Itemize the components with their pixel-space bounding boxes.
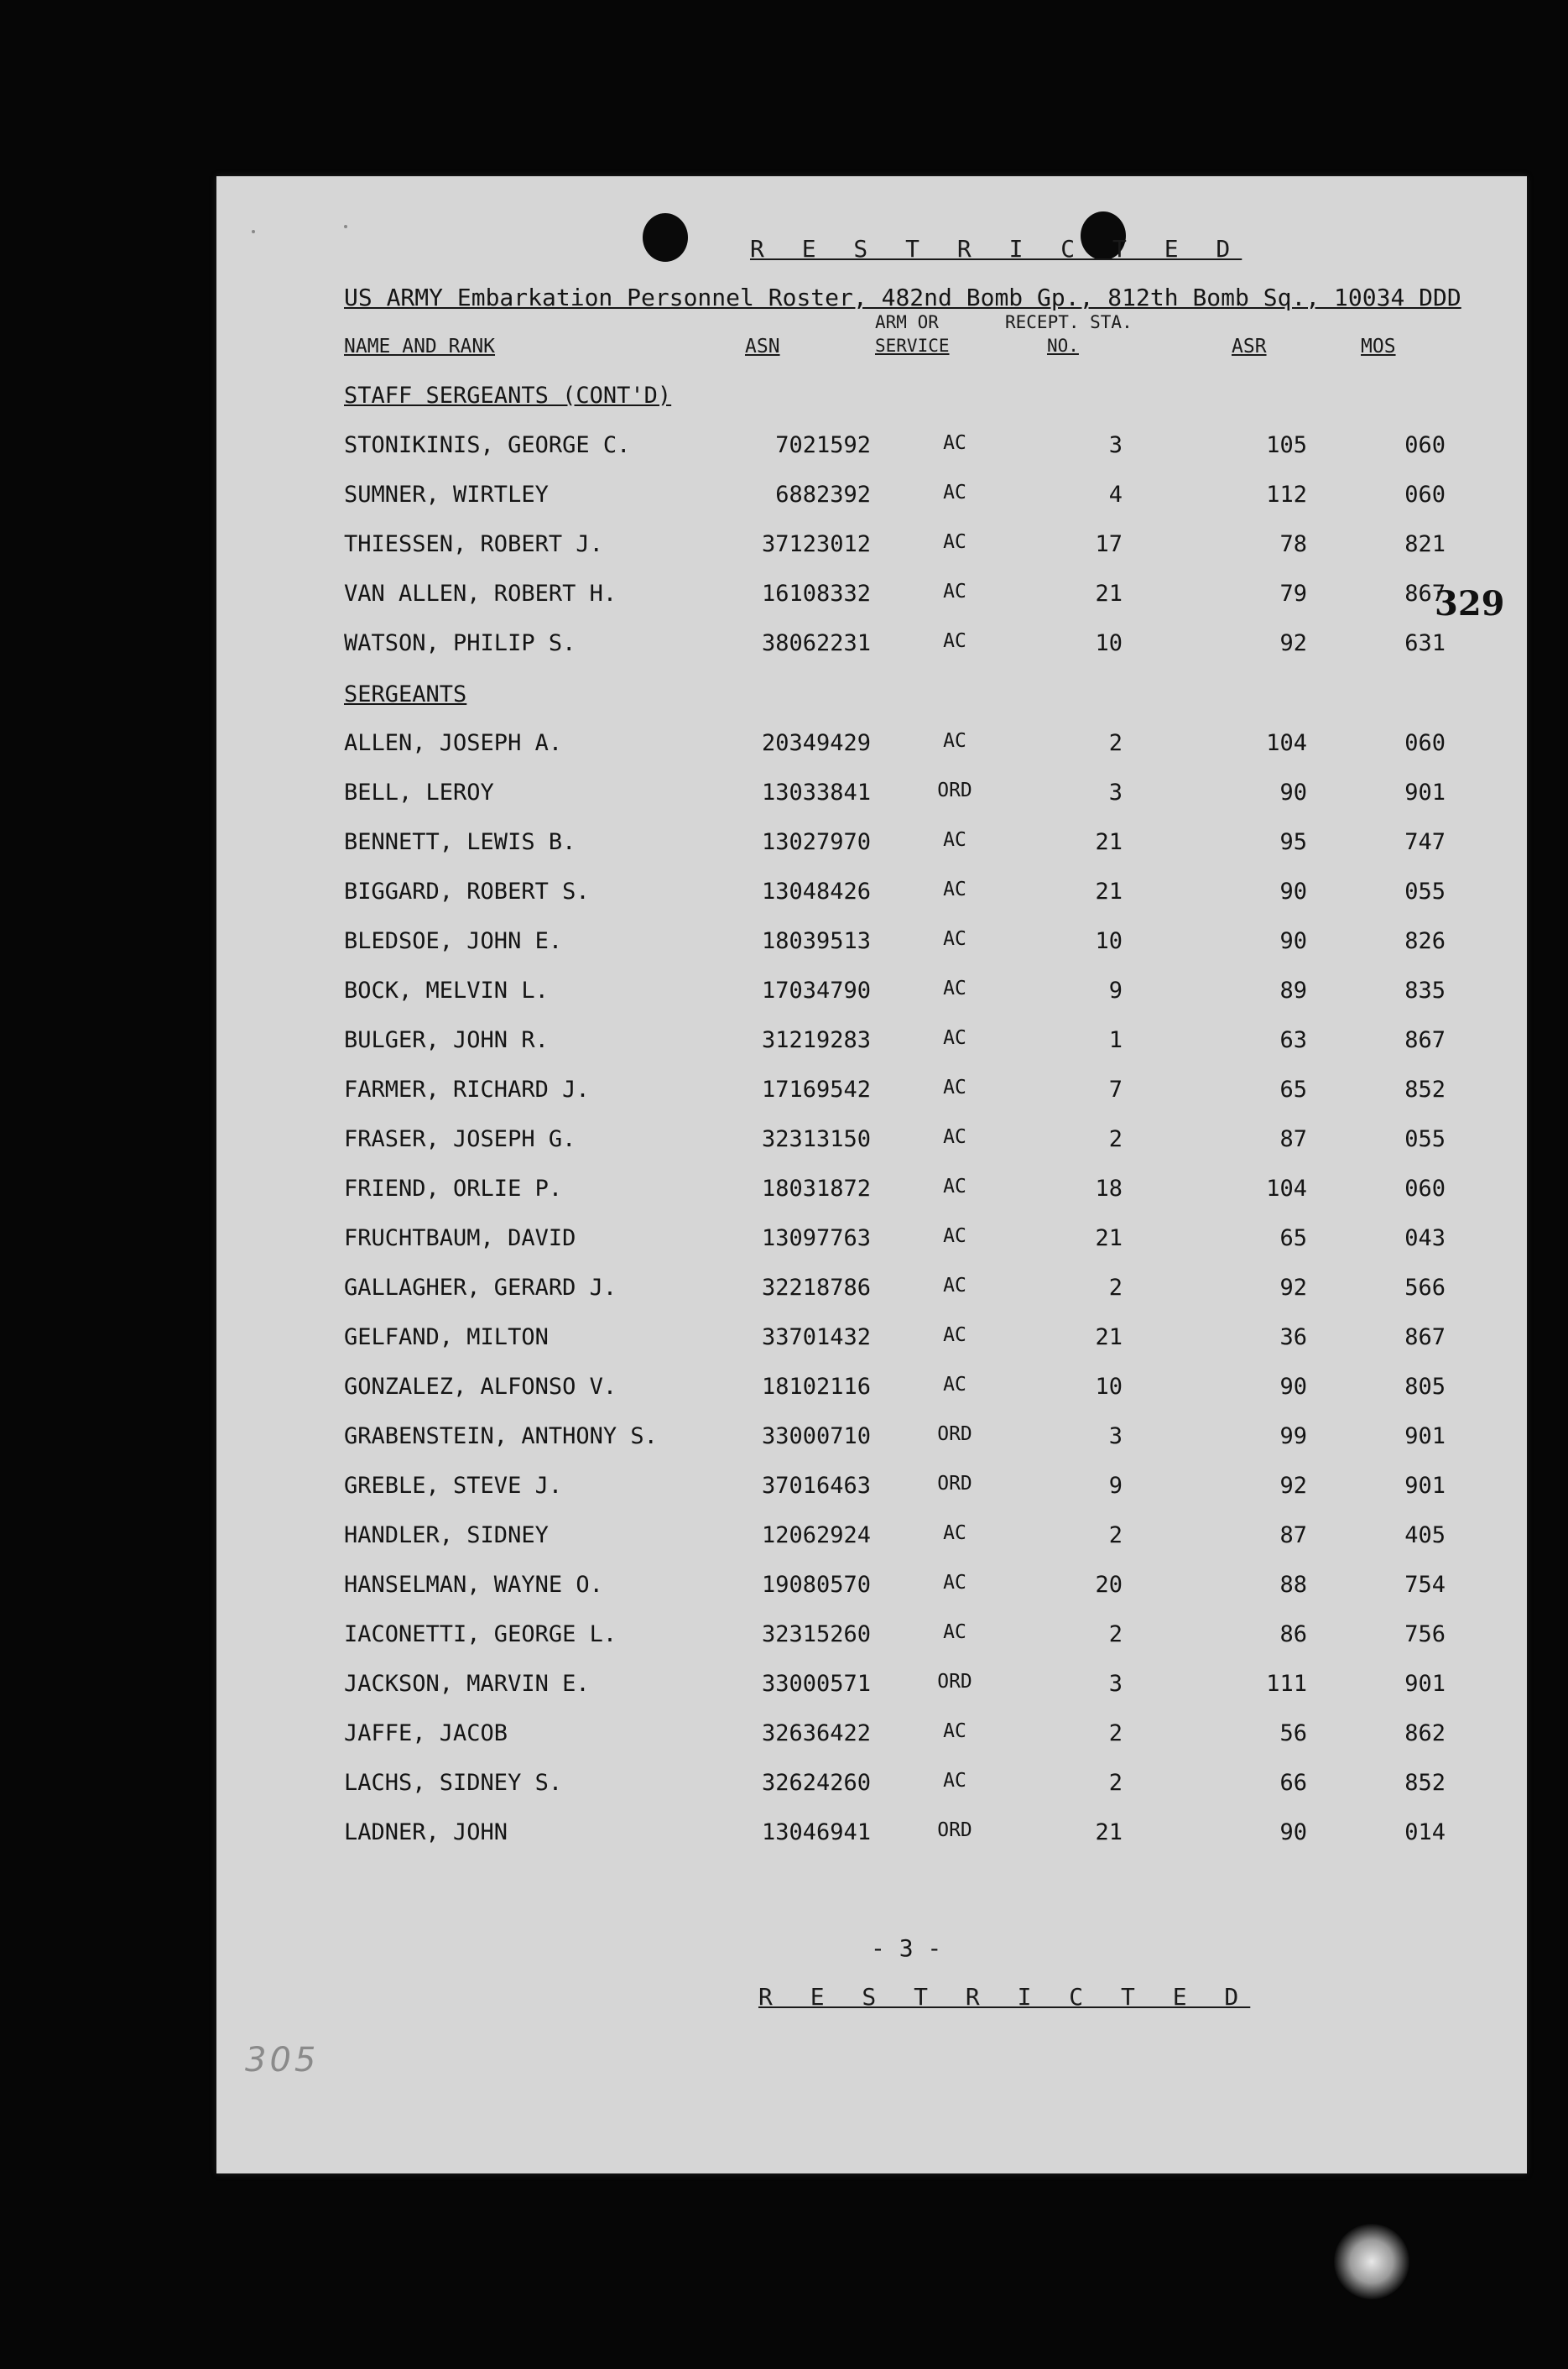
cell-arm: AC [943,1077,966,1098]
cell-asr: 92 [1279,1275,1307,1301]
cell-mos: 060 [1404,482,1446,508]
table-row [216,1275,1527,1308]
cell-no: 3 [1108,780,1123,806]
cell-arm: AC [943,879,966,900]
cell-asr: 89 [1279,978,1307,1004]
cell-name: IACONETTI, GEORGE L. [344,1621,617,1647]
table-row [216,1225,1527,1259]
cell-arm: ORD [937,1423,972,1445]
cell-mos: 821 [1404,531,1446,557]
cell-asr: 92 [1279,1473,1307,1499]
cell-no: 21 [1095,829,1123,855]
cell-arm: AC [943,1225,966,1247]
cell-arm: AC [943,482,966,504]
cell-asn: 19080570 [761,1572,871,1598]
cell-asr: 104 [1266,1176,1307,1202]
cell-mos: 901 [1404,780,1446,806]
cell-asr: 105 [1266,432,1307,458]
table-row [216,928,1527,962]
cell-asn: 18039513 [761,928,871,954]
cell-name: WATSON, PHILIP S. [344,630,576,656]
cell-asn: 32624260 [761,1770,871,1796]
table-row [216,432,1527,466]
table-row [216,1176,1527,1209]
cell-mos: 835 [1404,978,1446,1004]
cell-mos: 867 [1404,581,1446,607]
table-row [216,1572,1527,1605]
table-row [216,630,1527,664]
cell-mos: 043 [1404,1225,1446,1251]
cell-asr: 86 [1279,1621,1307,1647]
cell-no: 4 [1108,482,1123,508]
cell-asn: 37016463 [761,1473,871,1499]
cell-asn: 32218786 [761,1275,871,1301]
cell-arm: AC [943,1374,966,1396]
cell-asn: 33000710 [761,1423,871,1449]
cell-no: 2 [1108,1522,1123,1548]
restricted-header: R E S T R I C T E D [750,235,1242,263]
cell-asr: 63 [1279,1027,1307,1053]
header-name: NAME AND RANK [344,336,496,357]
cell-mos: 055 [1404,1126,1446,1152]
cell-no: 3 [1108,432,1123,458]
cell-no: 2 [1108,1126,1123,1152]
cell-arm: AC [943,630,966,652]
table-row [216,531,1527,565]
cell-name: GONZALEZ, ALFONSO V. [344,1374,617,1400]
section-sergeants: SERGEANTS [344,681,467,707]
cell-name: THIESSEN, ROBERT J. [344,531,603,557]
page-number: - 3 - [871,1934,942,1962]
cell-asr: 95 [1279,829,1307,855]
header-recept-line1: RECEPT. STA. [1005,312,1133,332]
table-row [216,1473,1527,1506]
cell-asn: 18102116 [761,1374,871,1400]
cell-arm: AC [943,432,966,454]
cell-asr: 112 [1266,482,1307,508]
restricted-footer: R E S T R I C T E D [758,1983,1251,2011]
section-staff-sergeants: STAFF SERGEANTS (CONT'D) [344,383,672,409]
cell-name: LACHS, SIDNEY S. [344,1770,563,1796]
cell-mos: 566 [1404,1275,1446,1301]
cell-name: BULGER, JOHN R. [344,1027,549,1053]
cell-asn: 18031872 [761,1176,871,1202]
cell-name: FARMER, RICHARD J. [344,1077,590,1103]
cell-arm: AC [943,1126,966,1148]
cell-asn: 13048426 [761,879,871,905]
cell-asn: 32313150 [761,1126,871,1152]
cell-name: BENNETT, LEWIS B. [344,829,576,855]
cell-arm: AC [943,829,966,851]
cell-asn: 33701432 [761,1324,871,1350]
cell-mos: 901 [1404,1473,1446,1499]
table-row [216,1819,1527,1853]
cell-mos: 060 [1404,432,1446,458]
cell-no: 17 [1095,531,1123,557]
table-row [216,1671,1527,1704]
cell-name: VAN ALLEN, ROBERT H. [344,581,617,607]
cell-no: 10 [1095,928,1123,954]
cell-asn: 13033841 [761,780,871,806]
cell-no: 21 [1095,1225,1123,1251]
table-row [216,730,1527,764]
cell-name: HANSELMAN, WAYNE O. [344,1572,603,1598]
cell-asn: 33000571 [761,1671,871,1697]
cell-no: 9 [1108,978,1123,1004]
cell-asr: 111 [1266,1671,1307,1697]
cell-mos: 405 [1404,1522,1446,1548]
cell-no: 1 [1108,1027,1123,1053]
cell-arm: AC [943,730,966,752]
cell-arm: AC [943,531,966,553]
cell-no: 20 [1095,1572,1123,1598]
cell-asr: 36 [1279,1324,1307,1350]
cell-arm: AC [943,1770,966,1792]
cell-arm: AC [943,1522,966,1544]
cell-name: BOCK, MELVIN L. [344,978,549,1004]
cell-mos: 014 [1404,1819,1446,1845]
cell-name: BIGGARD, ROBERT S. [344,879,590,905]
header-asn: ASN [745,336,780,357]
header-recept-line2: NO. [1047,336,1079,356]
table-row [216,879,1527,912]
scan-glare [1334,2224,1409,2299]
table-row [216,1077,1527,1110]
header-arm-line2: SERVICE [875,336,950,356]
cell-no: 2 [1108,1621,1123,1647]
cell-name: GREBLE, STEVE J. [344,1473,563,1499]
table-row [216,1126,1527,1160]
table-row [216,581,1527,614]
cell-asr: 90 [1279,928,1307,954]
cell-asn: 32315260 [761,1621,871,1647]
roster-page [216,176,1527,2173]
cell-no: 2 [1108,1275,1123,1301]
cell-asn: 20349429 [761,730,871,756]
cell-mos: 756 [1404,1621,1446,1647]
dust-speck [344,225,347,228]
cell-asr: 79 [1279,581,1307,607]
cell-mos: 055 [1404,879,1446,905]
pencil-annotation: 305 [245,2041,320,2079]
cell-no: 10 [1095,1374,1123,1400]
cell-arm: AC [943,1621,966,1643]
cell-arm: AC [943,928,966,950]
cell-name: LADNER, JOHN [344,1819,508,1845]
cell-name: ALLEN, JOSEPH A. [344,730,563,756]
cell-mos: 862 [1404,1720,1446,1746]
cell-no: 18 [1095,1176,1123,1202]
cell-no: 2 [1108,1770,1123,1796]
table-row [216,1621,1527,1655]
cell-asr: 78 [1279,531,1307,557]
cell-name: GELFAND, MILTON [344,1324,549,1350]
cell-name: HANDLER, SIDNEY [344,1522,549,1548]
cell-mos: 852 [1404,1077,1446,1103]
cell-arm: AC [943,1324,966,1346]
table-row [216,780,1527,813]
roster-title: US ARMY Embarkation Personnel Roster, 482nd Bomb Gp., 812th Bomb Sq., 10034 DDD [344,284,1461,311]
cell-no: 21 [1095,1324,1123,1350]
cell-no: 21 [1095,581,1123,607]
cell-asn: 13046941 [761,1819,871,1845]
cell-name: JACKSON, MARVIN E. [344,1671,590,1697]
cell-mos: 901 [1404,1671,1446,1697]
cell-name: STONIKINIS, GEORGE C. [344,432,631,458]
cell-arm: AC [943,1572,966,1594]
table-row [216,1770,1527,1803]
cell-asn: 6882392 [775,482,871,508]
cell-name: FRASER, JOSEPH G. [344,1126,576,1152]
cell-mos: 852 [1404,1770,1446,1796]
cell-mos: 747 [1404,829,1446,855]
cell-asr: 87 [1279,1522,1307,1548]
cell-no: 21 [1095,879,1123,905]
header-mos: MOS [1361,336,1396,357]
cell-name: FRIEND, ORLIE P. [344,1176,563,1202]
table-row [216,1522,1527,1556]
cell-name: BLEDSOE, JOHN E. [344,928,563,954]
cell-asr: 104 [1266,730,1307,756]
cell-asr: 92 [1279,630,1307,656]
punch-hole-left [643,213,688,262]
cell-asr: 56 [1279,1720,1307,1746]
cell-mos: 754 [1404,1572,1446,1598]
cell-asr: 65 [1279,1077,1307,1103]
cell-asn: 17034790 [761,978,871,1004]
cell-asn: 12062924 [761,1522,871,1548]
cell-asn: 17169542 [761,1077,871,1103]
cell-mos: 826 [1404,928,1446,954]
cell-asn: 37123012 [761,531,871,557]
table-row [216,1374,1527,1407]
header-asr: ASR [1232,336,1267,357]
table-row [216,482,1527,515]
cell-arm: AC [943,978,966,999]
dust-speck [252,230,255,233]
cell-no: 9 [1108,1473,1123,1499]
cell-no: 21 [1095,1819,1123,1845]
archive-stamp-number: 329 [1435,584,1505,624]
cell-name: BELL, LEROY [344,780,494,806]
cell-no: 2 [1108,1720,1123,1746]
cell-asr: 87 [1279,1126,1307,1152]
cell-mos: 060 [1404,1176,1446,1202]
cell-name: JAFFE, JACOB [344,1720,508,1746]
cell-asn: 38062231 [761,630,871,656]
cell-mos: 867 [1404,1027,1446,1053]
table-row [216,1720,1527,1754]
cell-no: 10 [1095,630,1123,656]
cell-mos: 060 [1404,730,1446,756]
cell-no: 3 [1108,1671,1123,1697]
cell-asn: 13027970 [761,829,871,855]
table-row [216,1324,1527,1358]
cell-arm: ORD [937,1819,972,1841]
cell-asr: 90 [1279,1374,1307,1400]
cell-asn: 32636422 [761,1720,871,1746]
cell-name: SUMNER, WIRTLEY [344,482,549,508]
cell-asn: 7021592 [775,432,871,458]
table-row [216,978,1527,1011]
cell-mos: 805 [1404,1374,1446,1400]
cell-mos: 631 [1404,630,1446,656]
cell-name: FRUCHTBAUM, DAVID [344,1225,576,1251]
cell-arm: AC [943,1176,966,1198]
cell-arm: ORD [937,1671,972,1693]
cell-asr: 90 [1279,780,1307,806]
cell-asn: 31219283 [761,1027,871,1053]
cell-asr: 66 [1279,1770,1307,1796]
table-row [216,829,1527,863]
cell-asn: 16108332 [761,581,871,607]
cell-arm: ORD [937,780,972,801]
cell-name: GALLAGHER, GERARD J. [344,1275,617,1301]
cell-mos: 867 [1404,1324,1446,1350]
cell-asr: 90 [1279,879,1307,905]
cell-mos: 901 [1404,1423,1446,1449]
cell-name: GRABENSTEIN, ANTHONY S. [344,1423,658,1449]
cell-arm: AC [943,1275,966,1297]
cell-asr: 65 [1279,1225,1307,1251]
header-arm-line1: ARM OR [875,312,939,332]
cell-no: 2 [1108,730,1123,756]
cell-arm: AC [943,581,966,603]
cell-no: 3 [1108,1423,1123,1449]
table-row [216,1423,1527,1457]
cell-arm: AC [943,1027,966,1049]
cell-asr: 88 [1279,1572,1307,1598]
cell-asr: 99 [1279,1423,1307,1449]
cell-asn: 13097763 [761,1225,871,1251]
cell-arm: ORD [937,1473,972,1495]
cell-asr: 90 [1279,1819,1307,1845]
cell-arm: AC [943,1720,966,1742]
table-row [216,1027,1527,1061]
cell-no: 7 [1108,1077,1123,1103]
